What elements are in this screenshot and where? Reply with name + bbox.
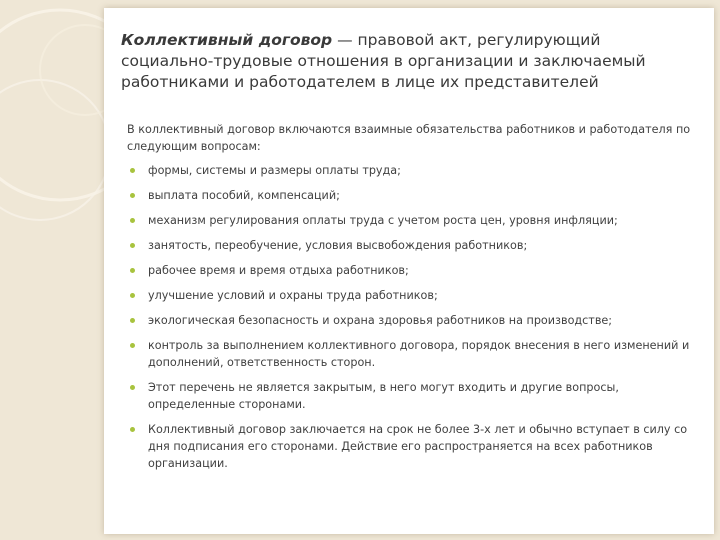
bullet-icon <box>130 427 135 432</box>
bullet-icon <box>130 218 135 223</box>
list-item <box>127 337 692 371</box>
bullet-icon <box>130 385 135 390</box>
list-item <box>127 379 692 413</box>
bullet-icon <box>130 243 135 248</box>
list-item-text: занятость, переобучение, условия высвобождения работников; <box>148 239 528 252</box>
list-item-text: рабочее время и время отдыха работников; <box>148 264 409 277</box>
list-item <box>127 212 692 229</box>
slide-title <box>121 30 681 93</box>
list-item-text: выплата пособий, компенсаций; <box>148 189 340 202</box>
list-item-text: улучшение условий и охраны труда работников; <box>148 289 438 302</box>
list-item-text: Коллективный договор заключается на срок не более 3-х лет и обычно вступает в силу со дня подписания его сторонами. Действие его распространяется на всех работников организации. <box>148 423 688 470</box>
bullet-list <box>127 162 692 472</box>
bullet-icon <box>130 318 135 323</box>
list-item <box>127 262 692 279</box>
list-item-text: механизм регулирования оплаты труда с учетом роста цен, уровня инфляции; <box>148 214 618 227</box>
bullet-icon <box>130 293 135 298</box>
title-definition: — правовой акт, регулирующий социально-трудовые отношения в организации и заключаемый работниками и работодателем в лице их представителей <box>121 31 646 91</box>
title-term: Коллективный договор <box>121 31 333 49</box>
list-item <box>127 287 692 304</box>
bullet-icon <box>130 343 135 348</box>
list-item <box>127 162 692 179</box>
slide-body <box>127 121 692 480</box>
list-item-text: экологическая безопасность и охрана здоровья работников на производстве; <box>148 314 613 327</box>
bullet-icon <box>130 268 135 273</box>
list-item-text: Этот перечень не является закрытым, в него могут входить и другие вопросы, определенные сторонами. <box>148 381 619 411</box>
list-item-text: контроль за выполнением коллективного договора, порядок внесения в него изменений и дополнений, ответственность сторон. <box>148 339 690 369</box>
bullet-icon <box>130 168 135 173</box>
list-item <box>127 187 692 204</box>
list-item <box>127 312 692 329</box>
intro-text: В коллективный договор включаются взаимные обязательства работников и работодателя по следующим вопросам: <box>127 123 691 153</box>
bullet-icon <box>130 193 135 198</box>
list-item-text: формы, системы и размеры оплаты труда; <box>148 164 401 177</box>
list-item <box>127 421 692 472</box>
list-item <box>127 237 692 254</box>
